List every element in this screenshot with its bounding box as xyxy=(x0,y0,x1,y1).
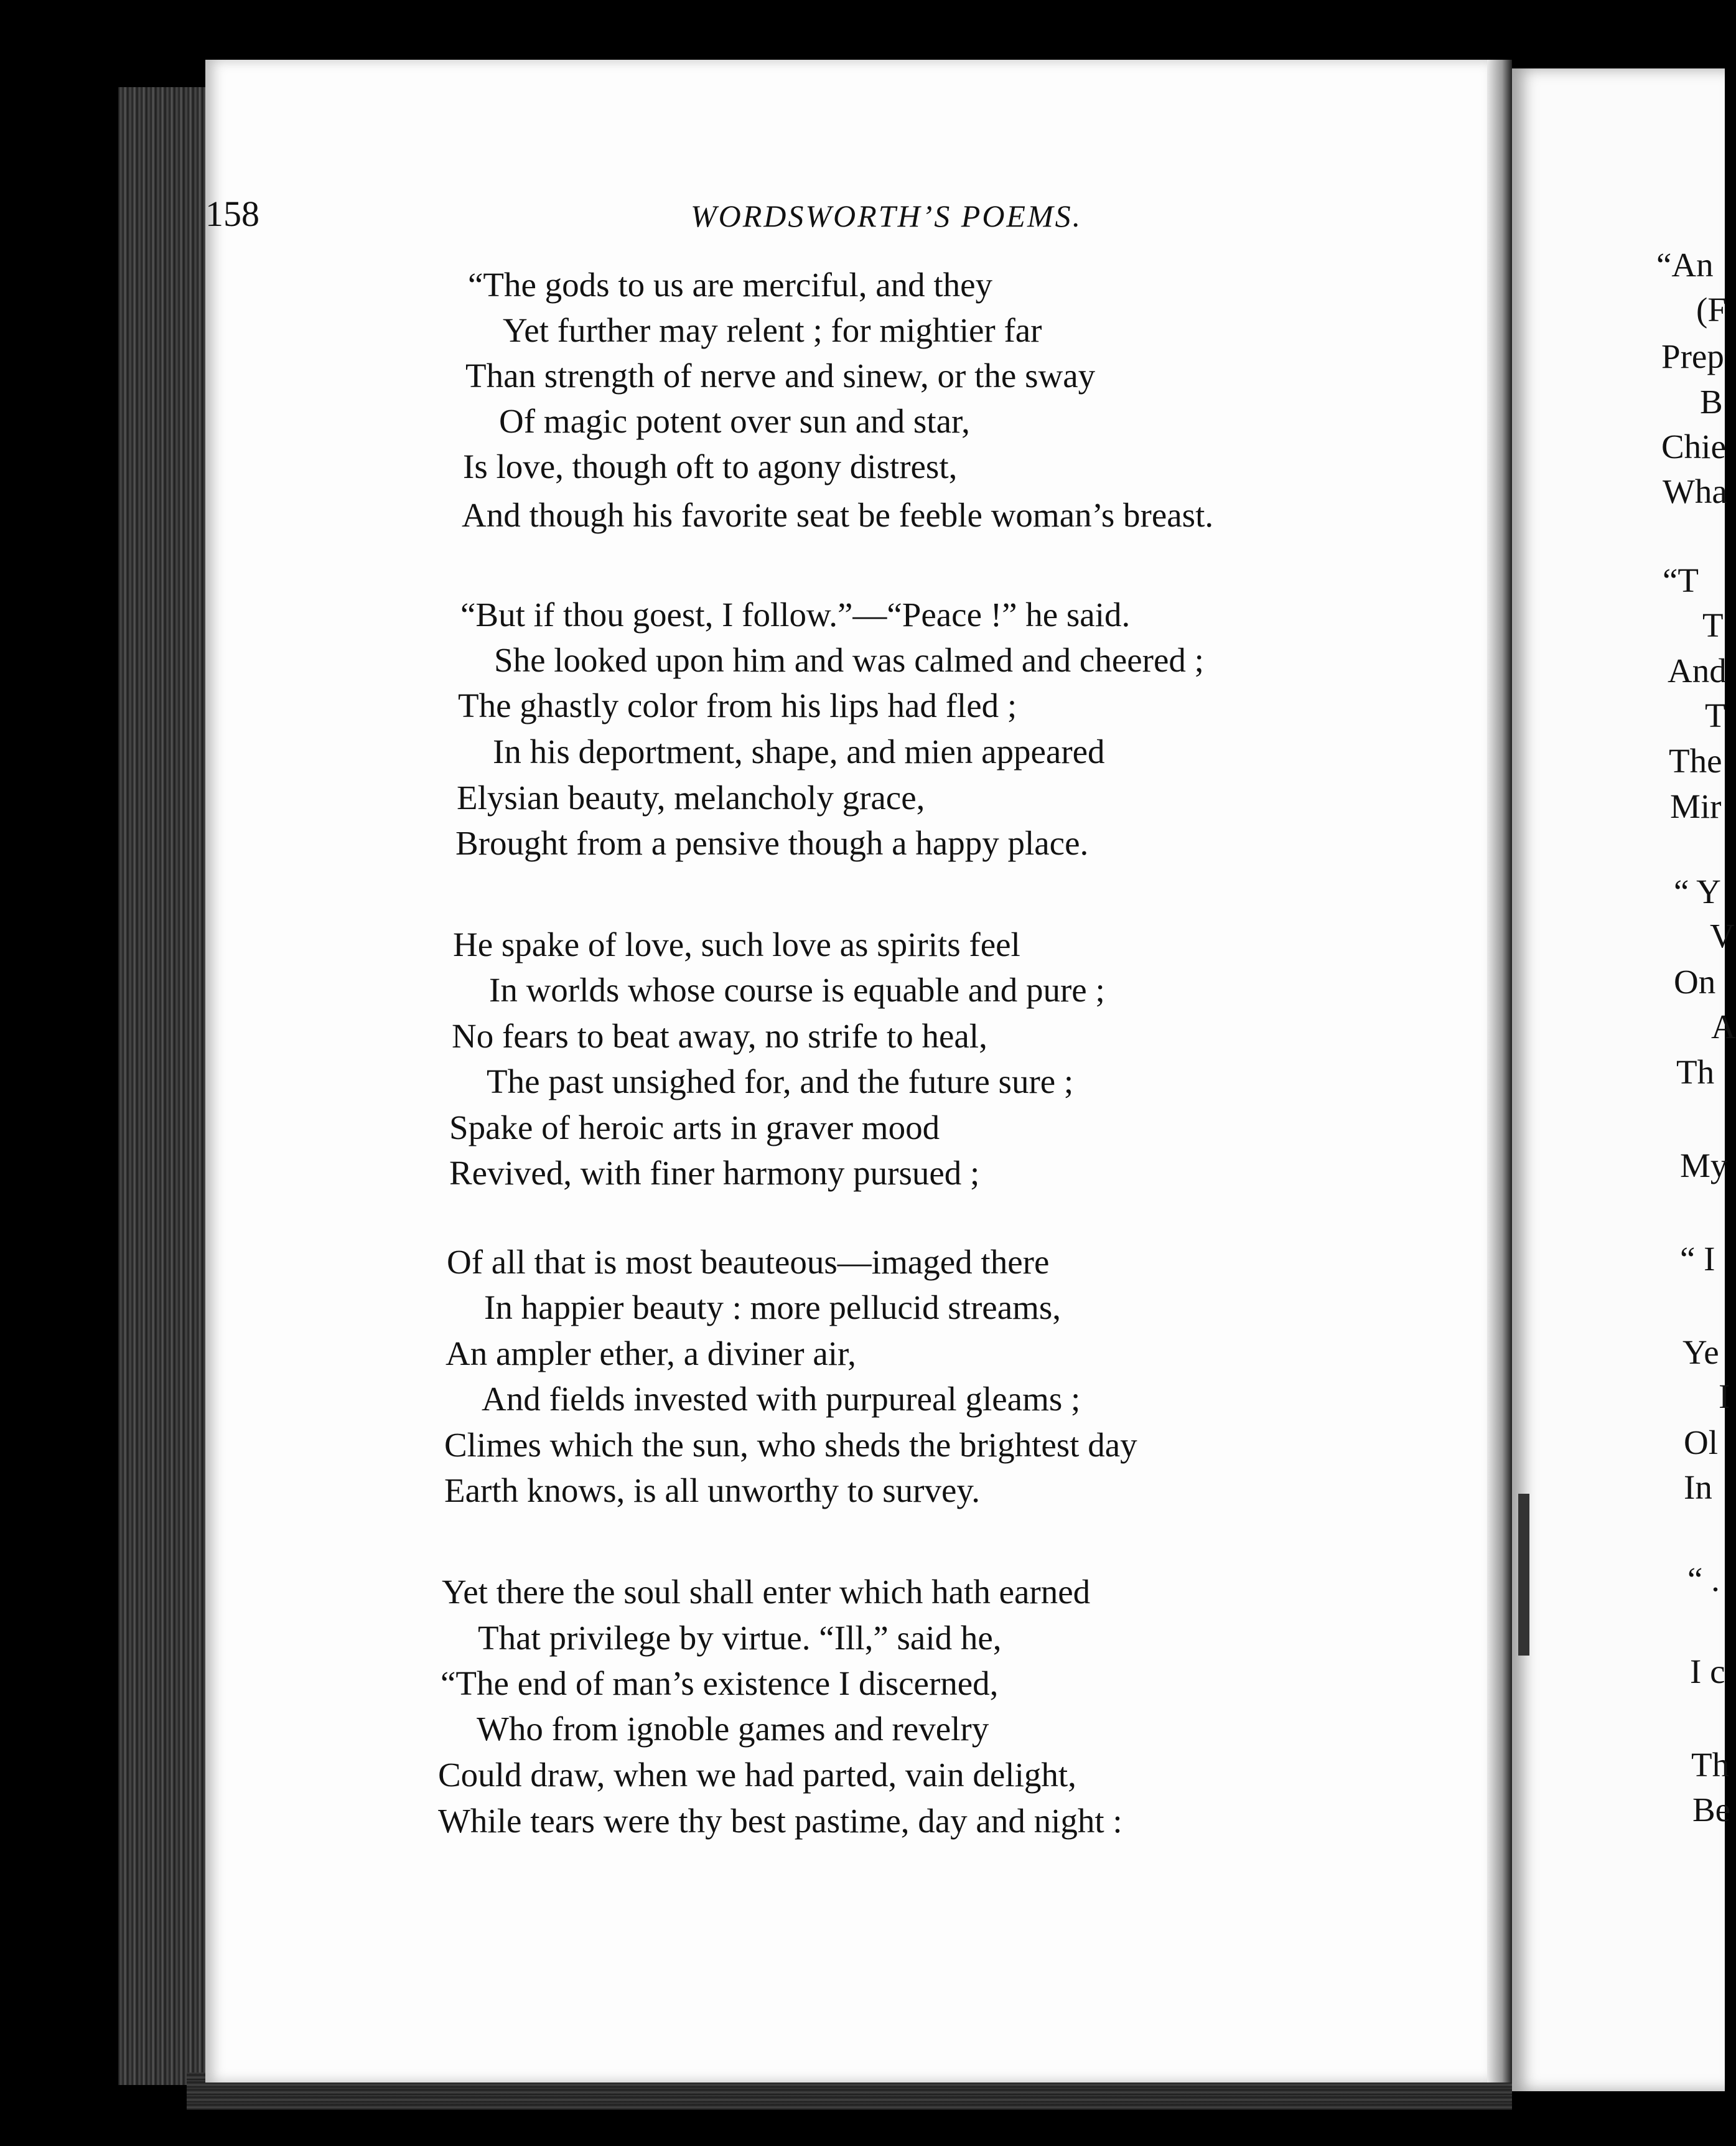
poem-line: She looked upon him and was calmed and cheered ; xyxy=(494,641,1204,679)
poem-line: Climes which the sun, who sheds the brightest day xyxy=(444,1426,1137,1464)
fragment-line: Ye xyxy=(1682,1333,1719,1371)
fragment-line: My xyxy=(1680,1146,1728,1184)
poem-line: He spake of love, such love as spirits feel xyxy=(453,925,1020,963)
poem-line: Of all that is most beauteous—imaged there xyxy=(447,1243,1050,1281)
poem-line: Yet further may relent ; for mightier far xyxy=(503,311,1042,349)
fragment-line: Prep xyxy=(1661,337,1724,375)
poem-line: An ampler ether, a diviner air, xyxy=(446,1334,856,1372)
fragment-line: Ol xyxy=(1684,1423,1718,1461)
fragment-line: In xyxy=(1684,1468,1712,1506)
poem-line: While tears were thy best pastime, day and night : xyxy=(438,1802,1122,1840)
poem-line: “The gods to us are merciful, and they xyxy=(468,266,993,304)
poem-line: The past unsighed for, and the future sure ; xyxy=(487,1062,1074,1100)
poem-line: Than strength of nerve and sinew, or the sway xyxy=(465,357,1096,395)
fragment-line: “T xyxy=(1663,561,1699,599)
fragment-line: “ Y xyxy=(1674,873,1721,911)
poem-line: And fields invested with purpureal gleams ; xyxy=(482,1380,1081,1418)
poem-line: Brought from a pensive though a happy place. xyxy=(455,824,1089,862)
fragment-line: B xyxy=(1700,383,1723,421)
fragment-line: Chie xyxy=(1661,428,1726,466)
fragment-line: “An xyxy=(1656,246,1714,284)
page-gutter xyxy=(1487,60,1512,2083)
fragment-line: “ . xyxy=(1687,1560,1720,1598)
fragment-line: Be xyxy=(1692,1791,1731,1829)
fragment-line: Wha xyxy=(1663,472,1727,510)
poem-line: “But if thou goest, I follow.”—“Peace !” he said. xyxy=(460,596,1131,634)
poem-line: In happier beauty : more pellucid streams, xyxy=(484,1288,1062,1326)
poem-line: Revived, with finer harmony pursued ; xyxy=(449,1154,980,1192)
fragment-line: Th xyxy=(1676,1053,1715,1091)
fragment-line: A xyxy=(1711,1008,1736,1046)
book-page-edges xyxy=(118,87,212,2085)
poem-line: Elysian beauty, melancholy grace, xyxy=(457,779,925,817)
poem-line: Is love, though oft to agony distrest, xyxy=(463,447,958,485)
fragment-line: On xyxy=(1674,963,1716,1001)
poem-line: Of magic potent over sun and star, xyxy=(499,402,970,440)
fragment-line: V xyxy=(1710,917,1735,955)
poem-line: Earth knows, is all unworthy to survey. xyxy=(444,1471,981,1509)
fragment-line: T xyxy=(1702,606,1724,644)
running-title: WORDSWORTH’S POEMS. xyxy=(691,199,1083,233)
poem-line: That privilege by virtue. “Ill,” said he, xyxy=(478,1619,1002,1657)
poem-line: Who from ignoble games and revelry xyxy=(477,1710,989,1748)
fragment-line: The xyxy=(1669,742,1722,780)
fragment-line: Th xyxy=(1691,1746,1730,1784)
poem-line: “The end of man’s existence I discerned, xyxy=(441,1664,999,1702)
poem-line: And though his favorite seat be feeble woman’s breast. xyxy=(462,496,1214,534)
fragment-line: “ I xyxy=(1680,1240,1715,1278)
poem-line: Yet there the soul shall enter which hath earned xyxy=(442,1573,1091,1611)
gutter-shadow xyxy=(1518,1494,1529,1656)
poem-line: No fears to beat away, no strife to heal, xyxy=(452,1017,987,1055)
poem-line: Spake of heroic arts in graver mood xyxy=(449,1108,940,1146)
fragment-line: Mir xyxy=(1670,787,1722,825)
fragment-line: And xyxy=(1668,652,1727,690)
page-number: 158 xyxy=(205,194,259,234)
poem-line: In worlds whose course is equable and pure ; xyxy=(489,971,1105,1009)
poem-line: In his deportment, shape, and mien appeared xyxy=(493,733,1105,771)
fragment-line: I xyxy=(1719,1377,1730,1415)
fragment-line: (F xyxy=(1696,291,1727,329)
poem-line: The ghastly color from his lips had fled ; xyxy=(458,686,1017,724)
poem-line: Could draw, when we had parted, vain delight, xyxy=(438,1756,1076,1794)
fragment-line: I c xyxy=(1690,1652,1725,1690)
fragment-line: T xyxy=(1705,696,1726,734)
